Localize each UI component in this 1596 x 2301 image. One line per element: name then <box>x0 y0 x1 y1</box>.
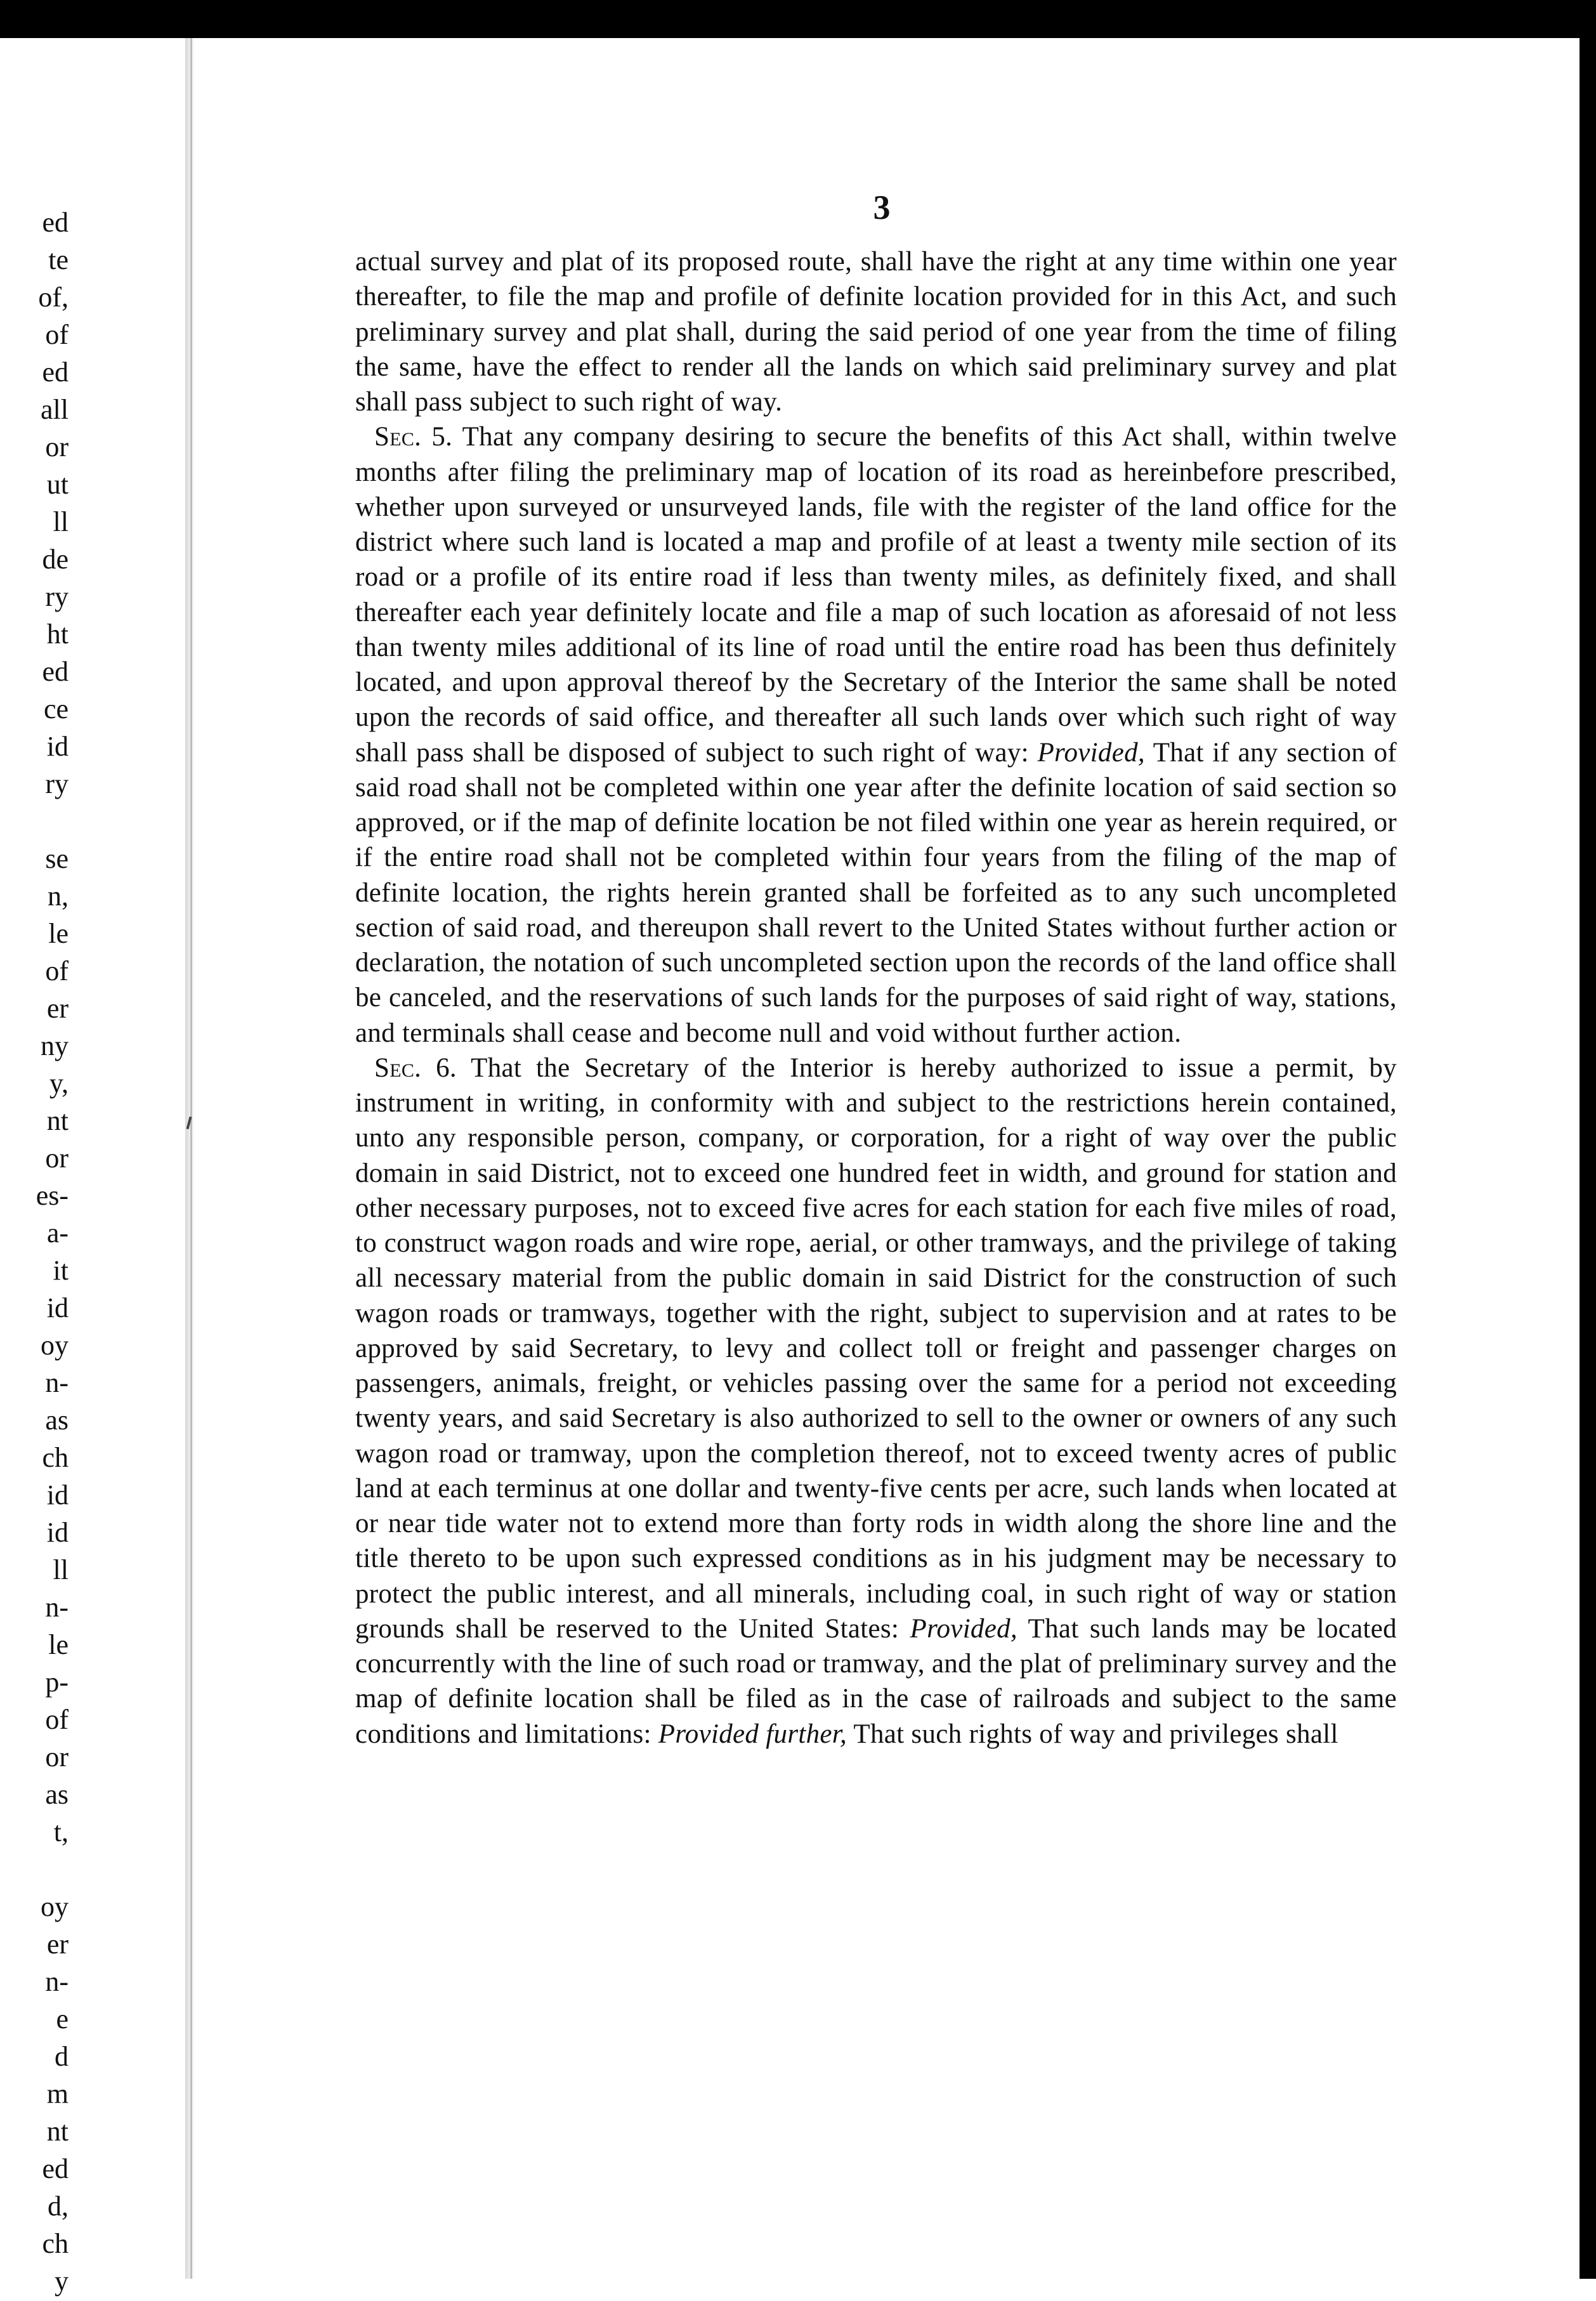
facing-page-fragment: n- <box>45 1592 69 1623</box>
page-gutter-edge <box>190 38 192 2279</box>
facing-page-fragment: n- <box>45 1966 69 1997</box>
facing-page-fragment: id <box>46 1517 69 1548</box>
facing-page-fragment: t, <box>53 1816 69 1847</box>
facing-page-fragment: ry <box>45 768 69 799</box>
facing-page-fragment: or <box>45 1741 69 1773</box>
facing-page-fragment: nt <box>46 2116 69 2147</box>
facing-page-fragment: de <box>42 544 69 575</box>
facing-page-fragment: a- <box>46 1217 69 1249</box>
facing-page-fragment: nt <box>46 1105 69 1136</box>
facing-page-fragment: or <box>45 431 69 462</box>
paragraph-text: actual survey and plat of its proposed route, shall have the right at any time within one year thereafter, to file the map and profile of definite location provided for in this Act, and such preliminary survey and plat shall, during the said period of one year from the time of filing the same, have the effect to render all the lands on which said preliminary survey and plat shall pass subject to such right of way. <box>355 247 1397 417</box>
facing-page-fragment: all <box>41 394 69 425</box>
paragraph-text: That such rights of way and privileges shall <box>847 1719 1338 1749</box>
facing-page-fragment: of <box>45 319 69 350</box>
facing-page-fragment: ed <box>42 656 69 687</box>
facing-page-fragment: y <box>55 2265 69 2297</box>
facing-page-fragment: le <box>48 1629 69 1660</box>
section-label: Sec. 6. <box>374 1052 457 1083</box>
facing-page-fragment: se <box>45 843 69 874</box>
italic-proviso: Provided, <box>910 1613 1017 1644</box>
facing-page-fragment: n- <box>45 1367 69 1398</box>
facing-page-fragment: n, <box>48 881 69 912</box>
facing-page-fragment: of, <box>38 282 69 313</box>
facing-page-fragment: ch <box>42 2228 69 2259</box>
paragraph-text: That any company desiring to secure the benefits of this Act shall, within twelve months after filing the preliminary map of location of its road as hereinbefore prescribed, whether upon surveyed or unsurveyed lands, file with the register of the land office for the district where such land is located a map and profile of at least a twenty mile section of its road or a profile of its entire road if less than twenty miles, as definitely fixed, and shall thereafter each year definitely locate and file a map of such location as aforesaid of not less than twenty miles additional of its line of road until the entire road has been thus definitely located, and upon approval thereof by the Secretary of the Interior the same shall be noted upon the records of said office, and thereafter all such lands over which such right of way shall pass shall be disposed of subject to such right of way: <box>355 422 1397 768</box>
facing-page-fragment: ll <box>53 506 69 537</box>
facing-page-fragment: ht <box>46 619 69 650</box>
facing-page-fragment: oy <box>41 1330 69 1361</box>
facing-page-fragment: ed <box>42 357 69 388</box>
facing-page-fragment: or <box>45 1143 69 1174</box>
facing-page-fragment: as <box>45 1779 69 1810</box>
facing-page-fragment: ll <box>53 1554 69 1585</box>
facing-page-fragment: es- <box>36 1180 69 1211</box>
facing-page-fragment: id <box>46 1479 69 1511</box>
facing-page-fragment: ed <box>42 2153 69 2184</box>
facing-page-fragment: oy <box>41 1891 69 1922</box>
facing-page-fragment: e <box>56 2003 69 2035</box>
italic-proviso: Provided further, <box>658 1719 847 1749</box>
facing-page-fragment: er <box>46 993 69 1024</box>
facing-page-fragment: ed <box>42 207 69 238</box>
facing-page-fragment: ch <box>42 1442 69 1473</box>
facing-page-fragment <box>0 802 69 839</box>
paragraph-text: That if any section of said road shall not be completed within one year after the definite location of said section so approved, or if the map of definite location be not filed within one year as herein required, or if the entire road shall not be completed within four years from the filing of the map of definite location, the rights herein granted shall be forfeited as to any such uncompleted section of said road, and thereupon shall revert to the United States without further action or declaration, the notation of such uncompleted section upon the records of the land office shall be canceled, and the reservations of such lands for the purposes of said right of way, stations, and terminals shall cease and become null and void without further action. <box>355 737 1397 1048</box>
paragraph-text: That the Secretary of the Interior is hereby authorized to issue a permit, by instrument in writing, in conformity with and subject to the restrictions herein contained, unto any responsible person, company, or corporation, for a right of way over the public domain in said District, not to exceed one hundred feet in width, and ground for station and other necessary purposes, not to exceed five acres for each station for each five miles of road, to construct wagon roads and wire rope, aerial, or other tramways, and the privilege of taking all necessary material from the public domain in said District for the construction of such wagon roads or tramways, together with the right, subject to supervision and at rates to be approved by said Secretary, to levy and collect toll or freight and passenger charges on passengers, animals, freight, or vehicles passing over the same for a period not exceeding twenty years, and said Secretary is also authorized to sell to the owner or owners of any such wagon road or tramway, upon the completion thereof, not to exceed twenty acres of public land at each terminus at one dollar and twenty-five cents per acre, such lands when located at or near tide water not to extend more than forty rods in width along the shore line and the title thereto to be upon such expressed conditions as in his judgment may be necessary to protect the public interest, and all minerals, including coal, in such right of way or station grounds shall be reserved to the United States: <box>355 1052 1397 1644</box>
continuation-paragraph <box>355 244 1397 419</box>
facing-page-fragment: m <box>46 2078 69 2109</box>
section-paragraph <box>355 1051 1397 1752</box>
page-number: 3 <box>873 188 891 226</box>
page-body-text <box>355 244 1397 1752</box>
facing-page-fragment: id <box>46 1292 69 1323</box>
facing-page-fragments <box>0 203 69 2297</box>
facing-page-fragment: d, <box>48 2191 69 2222</box>
facing-page-fragment: of <box>45 1704 69 1735</box>
facing-page-fragment <box>0 1850 69 1887</box>
paragraph-text: That such lands may be located concurrently with the line of such road or tramway, and the plat of preliminary survey and the map of definite location shall be filed as in the case of railroads and subject to the same conditions and limitations: <box>355 1613 1397 1749</box>
facing-page-fragment: ce <box>43 693 69 724</box>
facing-page-fragment: of <box>45 955 69 987</box>
scan-top-border <box>0 0 1596 38</box>
section-paragraph <box>355 419 1397 1051</box>
scan-right-border <box>1580 0 1596 2279</box>
facing-page-fragment: er <box>46 1929 69 1960</box>
facing-page-fragment: le <box>48 918 69 949</box>
facing-page-fragment: id <box>46 731 69 762</box>
facing-page-fragment: ny <box>41 1030 69 1061</box>
section-label: Sec. 5. <box>374 422 453 452</box>
facing-page-fragment: ry <box>45 581 69 612</box>
facing-page-fragment: d <box>55 2041 69 2072</box>
facing-page-fragment: as <box>45 1405 69 1436</box>
facing-page-fragment: it <box>53 1255 69 1286</box>
facing-page-fragment: p- <box>45 1667 69 1698</box>
facing-page-fragment: ut <box>46 469 69 500</box>
facing-page-fragment: y, <box>49 1068 69 1099</box>
italic-proviso: Provided, <box>1037 737 1145 768</box>
facing-page-fragment: te <box>48 244 69 275</box>
